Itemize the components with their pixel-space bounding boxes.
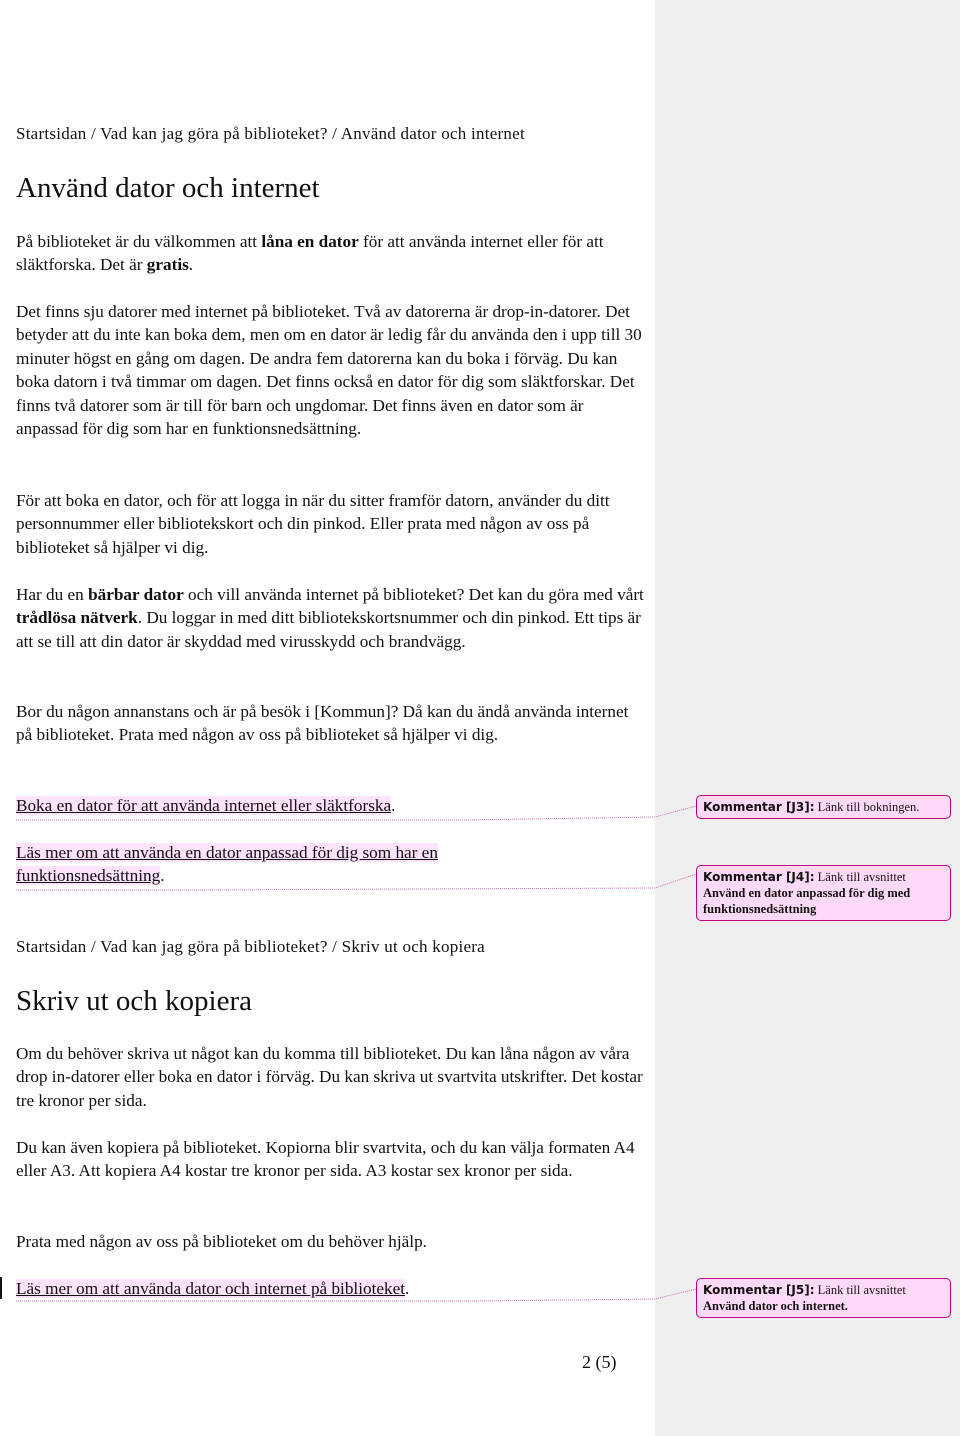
link-paragraph-adapted: Läs mer om att använda en dator anpassad för dig som har en funktionsnedsättning.	[16, 843, 438, 886]
paragraph-visitors: Bor du någon annanstans och är på besök i [Kommun]? Då kan du ändå använda internet på biblioteket. Prata med någon av oss på biblioteket så hjälper vi dig.	[16, 702, 629, 745]
paragraph-copy: Du kan även kopiera på biblioteket. Kopiorna blir svartvita, och du kan välja formaten A4 eller A3. Att kopiera A4 kostar tre kronor per sida. A3 kostar sex kronor per sida.	[16, 1138, 635, 1181]
comment-label: Kommentar [J5]:	[703, 1283, 815, 1297]
page-title: Använd dator och internet	[16, 172, 320, 204]
breadcrumb-print: Startsidan / Vad kan jag göra på biblioteket? / Skriv ut och kopiera	[16, 937, 485, 956]
paragraph-booking: För att boka en dator, och för att logga in när du sitter framför datorn, använder du ditt personnummer eller bibliotekskort och din pinkod. Eller prata med någon av oss på biblioteket så hjälper vi dig.	[16, 491, 610, 557]
paragraph-intro: På biblioteket är du välkommen att låna en dator för att använda internet eller för att släktforska. Det är gratis.	[16, 232, 604, 275]
breadcrumb: Startsidan / Vad kan jag göra på biblioteket? / Använd dator och internet	[16, 124, 525, 143]
paragraph-print: Om du behöver skriva ut något kan du komma till biblioteket. Du kan låna någon av våra drop in-datorer eller boka en dator i förväg. Du kan skriva ut svartvita utskrifter. Det kostar tre kronor per sida.	[16, 1044, 643, 1110]
link-book-computer[interactable]: Boka en dator för att använda internet eller släktforska	[16, 796, 392, 815]
comment-j3[interactable]: Kommentar [J3]: Länk till bokningen.	[696, 795, 951, 819]
link-paragraph-internet: Läs mer om att använda dator och internet på biblioteket.	[16, 1279, 410, 1298]
comment-j5[interactable]: Kommentar [J5]: Länk till avsnittet Använd dator och internet.	[696, 1278, 951, 1318]
comment-label: Kommentar [J4]:	[703, 870, 815, 884]
paragraph-laptop: Har du en bärbar dator och vill använda internet på biblioteket? Det kan du göra med vårt trådlösa nätverk. Du loggar in med ditt bibliotekskortsnummer och din pinkod. Ett tips är att se till att din dator är skyddad med virusskydd och brandvägg.	[16, 585, 644, 651]
link-adapted-computer[interactable]: Läs mer om att använda en dator anpassad för dig som har en funktionsnedsättning	[16, 843, 438, 886]
comment-target: Använd en dator anpassad för dig med funktionsnedsättning	[703, 886, 911, 916]
paragraph-help: Prata med någon av oss på biblioteket om du behöver hjälp.	[16, 1232, 427, 1251]
page-number: 2 (5)	[582, 1352, 617, 1372]
text-cursor	[0, 1277, 2, 1299]
link-paragraph-booking: Boka en dator för att använda internet eller släktforska.	[16, 796, 396, 815]
paragraph-computers: Det finns sju datorer med internet på biblioteket. Två av datorerna är drop-in-datorer. Det betyder att du inte kan boka dem, men om en dator är ledig får du använda den i upp till 30 minuter högst en gång om dagen. De andra fem datorerna kan du boka i förväg. Du kan boka datorn i två timmar om dagen. Det finns också en dator för dig som släktforskar. Det finns två datorer som är till för barn och ungdomar. Det finns även en dator som är anpassad för dig som har en funktionsnedsättning.	[16, 302, 642, 439]
comment-label: Kommentar [J3]:	[703, 800, 815, 814]
comment-j4[interactable]: Kommentar [J4]: Länk till avsnittet Använd en dator anpassad för dig med funktionsnedsättning	[696, 865, 951, 921]
link-computer-internet[interactable]: Läs mer om att använda dator och internet på biblioteket	[16, 1279, 405, 1298]
comment-target: Använd dator och internet.	[703, 1299, 848, 1313]
section-title-print: Skriv ut och kopiera	[16, 985, 252, 1017]
